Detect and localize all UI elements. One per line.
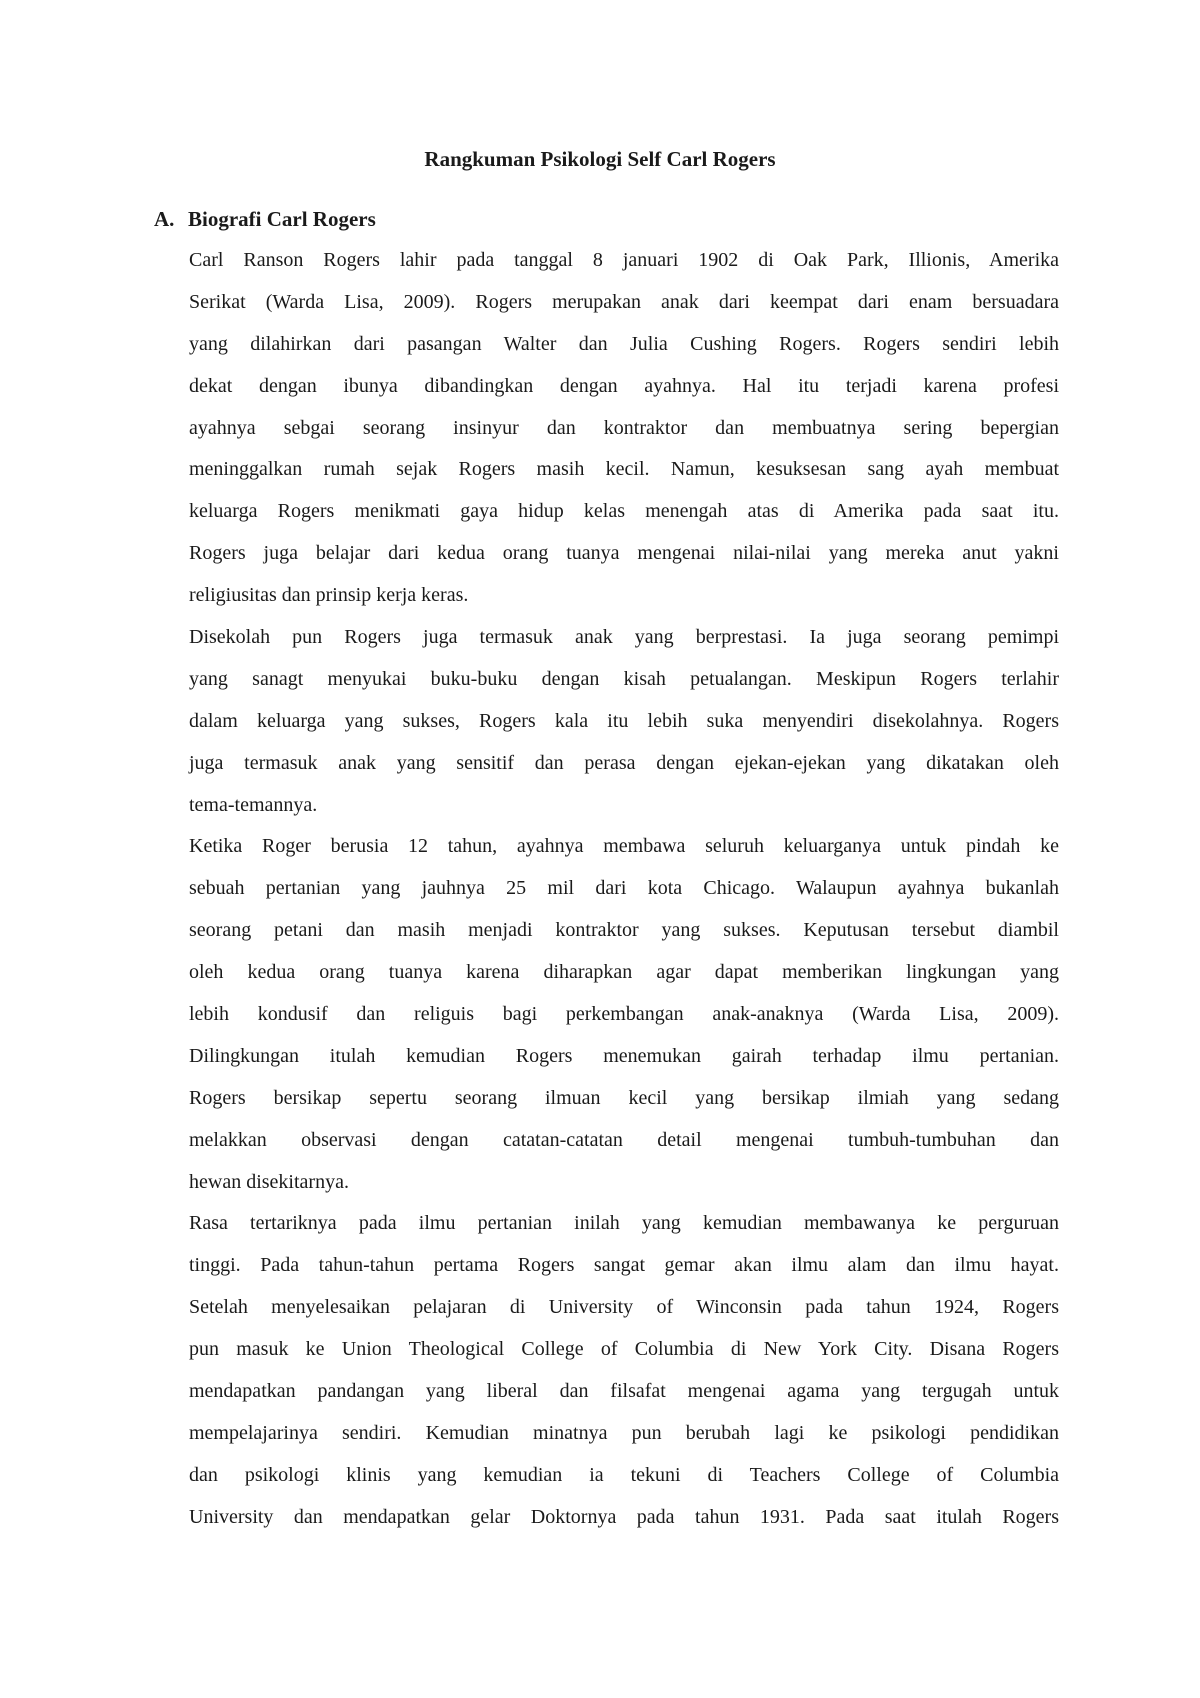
text-line: ayahnya sebgai seorang insinyur dan kontraktor dan membuatnya sering bepergian [189,416,1059,439]
text-line: Dilingkungan itulah kemudian Rogers menemukan gairah terhadap ilmu pertanian. [189,1044,1059,1067]
text-line: tinggi. Pada tahun-tahun pertama Rogers sangat gemar akan ilmu alam dan ilmu hayat. [189,1254,1059,1277]
body-text [189,246,1059,1545]
text-line: Serikat (Warda Lisa, 2009). Rogers merupakan anak dari keempat dari enam bersuadara [189,290,1059,313]
text-line: Setelah menyelesaikan pelajaran di University of Winconsin pada tahun 1924, Rogers [189,1296,1059,1319]
text-line: lebih kondusif dan religuis bagi perkembangan anak-anaknya (Warda Lisa, 2009). [189,1003,1059,1026]
text-line: Rogers juga belajar dari kedua orang tuanya mengenai nilai-nilai yang mereka anut yakni [189,542,1059,565]
text-line: Disekolah pun Rogers juga termasuk anak yang berprestasi. Ia juga seorang pemimpi [189,626,1059,649]
text-line: religiusitas dan prinsip kerja keras. [189,584,469,607]
text-line: Rasa tertariknya pada ilmu pertanian inilah yang kemudian membawanya ke perguruan [189,1212,1059,1235]
text-line: hewan disekitarnya. [189,1170,349,1193]
text-line: pun masuk ke Union Theological College of Columbia di New York City. Disana Rogers [189,1338,1059,1361]
text-line: mendapatkan pandangan yang liberal dan filsafat mengenai agama yang tergugah untuk [189,1380,1059,1403]
text-line: juga termasuk anak yang sensitif dan perasa dengan ejekan-ejekan yang dikatakan oleh [189,751,1059,774]
text-line: yang sanagt menyukai buku-buku dengan kisah petualangan. Meskipun Rogers terlahir [189,667,1059,690]
section-heading-text: Biografi Carl Rogers [188,207,376,231]
text-line: dan psikologi klinis yang kemudian ia tekuni di Teachers College of Columbia [189,1463,1059,1486]
text-line: mempelajarinya sendiri. Kemudian minatnya pun berubah lagi ke psikologi pendidikan [189,1421,1059,1444]
document-title: Rangkuman Psikologi Self Carl Rogers [424,147,776,171]
text-line: dalam keluarga yang sukses, Rogers kala itu lebih suka menyendiri disekolahnya. Rogers [189,709,1059,732]
text-line: Rogers bersikap sepertu seorang ilmuan kecil yang bersikap ilmiah yang sedang [189,1086,1059,1109]
text-line: keluarga Rogers menikmati gaya hidup kelas menengah atas di Amerika pada saat itu. [189,500,1059,523]
text-line: University dan mendapatkan gelar Doktornya pada tahun 1931. Pada saat itulah Rogers [189,1505,1059,1528]
section-heading [154,206,376,232]
text-line: melakkan observasi dengan catatan-catatan detail mengenai tumbuh-tumbuhan dan [189,1128,1059,1151]
text-line: meninggalkan rumah sejak Rogers masih kecil. Namun, kesuksesan sang ayah membuat [189,458,1059,481]
text-line: sebuah pertanian yang jauhnya 25 mil dari kota Chicago. Walaupun ayahnya bukanlah [189,877,1059,900]
section-letter: A. [154,207,175,231]
text-line: oleh kedua orang tuanya karena diharapkan agar dapat memberikan lingkungan yang [189,961,1059,984]
text-line: seorang petani dan masih menjadi kontraktor yang sukses. Keputusan tersebut diambil [189,919,1059,942]
text-line: Ketika Roger berusia 12 tahun, ayahnya membawa seluruh keluarganya untuk pindah ke [189,835,1059,858]
text-line: yang dilahirkan dari pasangan Walter dan Julia Cushing Rogers. Rogers sendiri lebih [189,332,1059,355]
text-line: tema-temannya. [189,793,318,816]
text-line: dekat dengan ibunya dibandingkan dengan ayahnya. Hal itu terjadi karena profesi [189,374,1059,397]
text-line: Carl Ranson Rogers lahir pada tanggal 8 januari 1902 di Oak Park, Illionis, Amerika [189,249,1059,271]
